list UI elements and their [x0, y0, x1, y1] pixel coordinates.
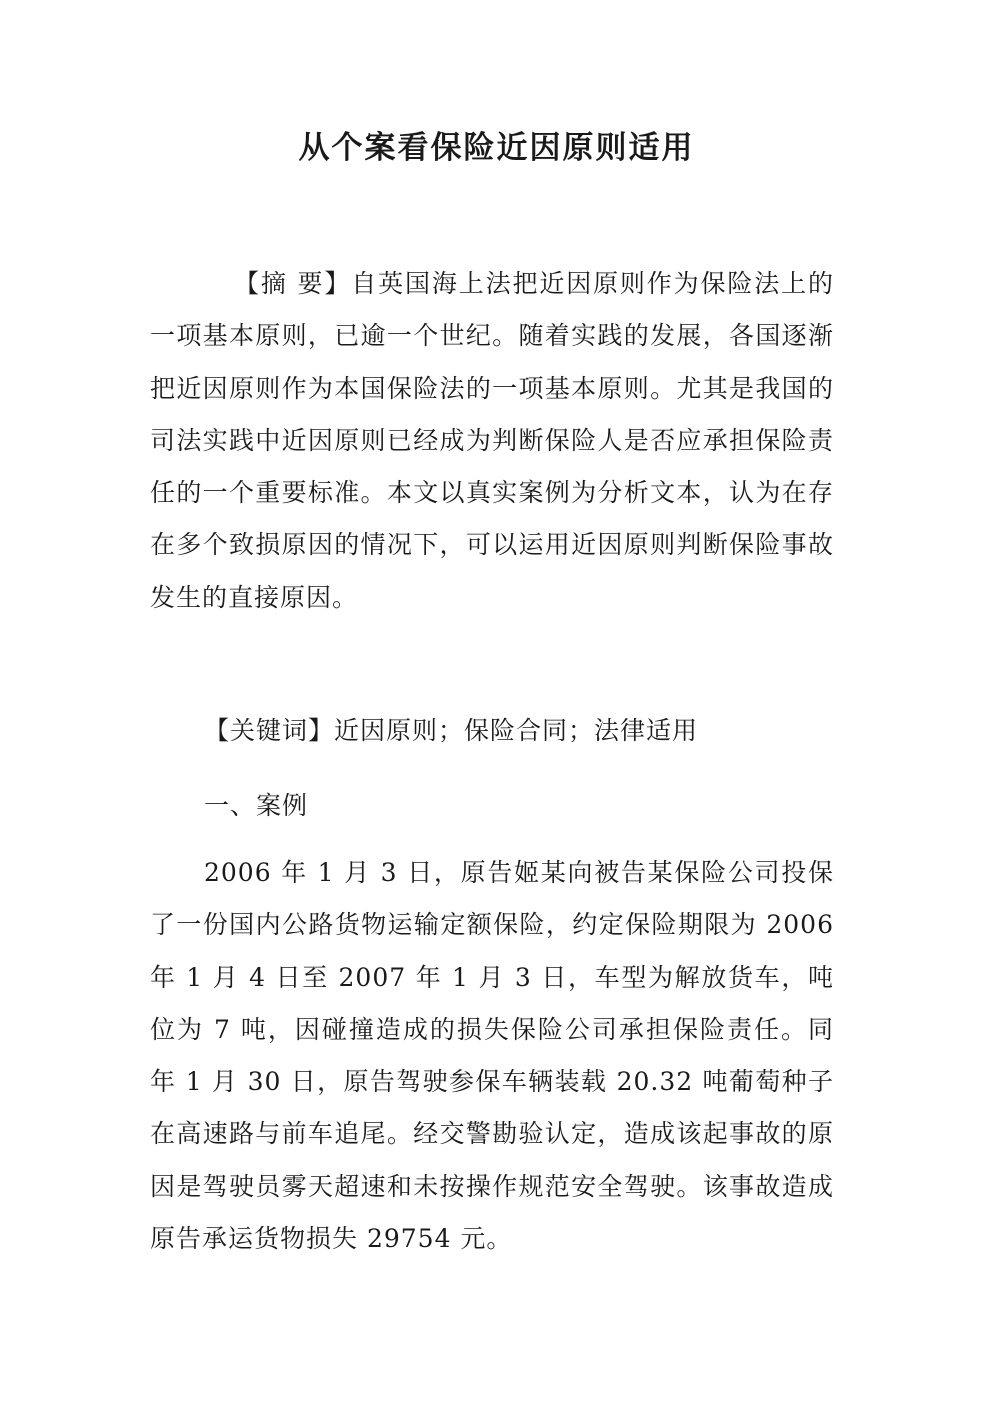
- section-heading: 一、案例: [204, 791, 309, 820]
- abstract-label: 【摘 要】: [234, 269, 352, 298]
- case-paragraph: 2006 年 1 月 3 日，原告姬某向被告某保险公司投保了一份国内公路货物运输定额保险，约定保险期限为 2006 年 1 月 4 日至 2007 年 1 月 3 日，车型为解放货车，吨位为 7 吨，因碰撞造成的损失保险公司承担保险责任。同年 1 月 30 日，原告驾驶参保车辆装载 20.32 吨葡萄种子在高速路与前车追尾。经交警勘验认定，造成该起事故的原因是驾驶员雾天超速和未按操作规范安全驾驶。该事故造成原告承运货物损失 29754 元。: [150, 858, 834, 1254]
- abstract-paragraph: [150, 258, 834, 624]
- keywords-paragraph: [150, 705, 834, 757]
- document-title: 从个案看保险近因原则适用: [298, 130, 695, 166]
- abstract-text: 自英国海上法把近因原则作为保险法上的一项基本原则，已逾一个世纪。随着实践的发展，各国逐渐把近因原则作为本国保险法的一项基本原则。尤其是我国的司法实践中近因原则已经成为判断保险人是否应承担保险责任的一个重要标准。本文以真实案例为分析文本，认为在存在多个致损原因的情况下，可以运用近因原则判断保险事故发生的直接原因。: [150, 269, 834, 612]
- keywords-label: 【关键词】: [204, 716, 335, 745]
- keywords-text: 近因原则；保险合同；法律适用: [334, 716, 699, 745]
